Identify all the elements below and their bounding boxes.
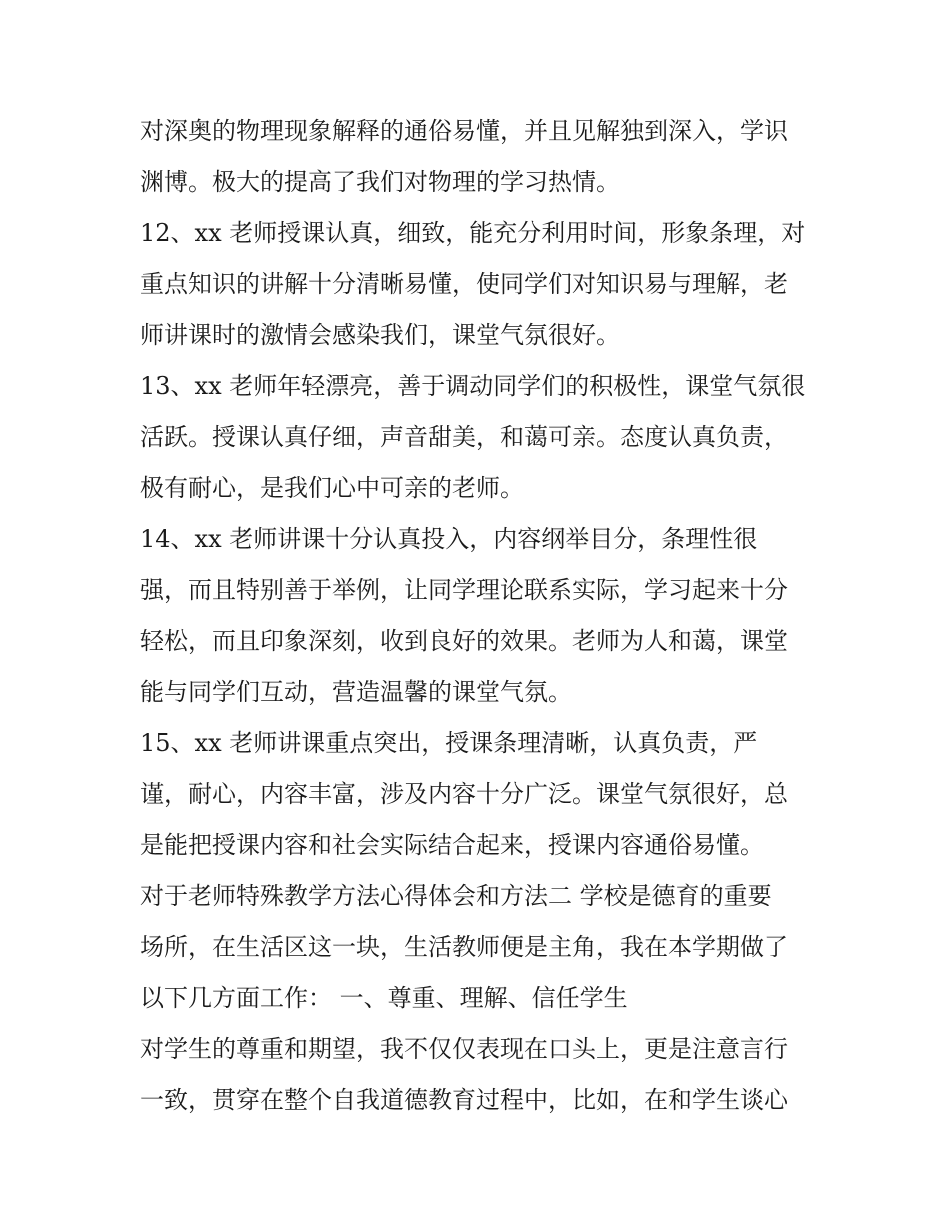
text-line: 14、xx 老师讲课十分认真投入，内容纲举目分，条理性很 [140, 525, 758, 553]
text-line: 对学生的尊重和期望，我不仅仅表现在口头上，更是注意言行 [140, 1035, 788, 1063]
text-line: 谨，耐心，内容丰富，涉及内容十分广泛。课堂气氛很好，总 [140, 780, 788, 808]
text-line: 场所，在生活区这一块，生活教师便是主角，我在本学期做了 [140, 933, 788, 961]
text-line: 强，而且特别善于举例，让同学理论联系实际，学习起来十分 [140, 576, 788, 604]
text-line: 对于老师特殊教学方法心得体会和方法二 学校是德育的重要 [140, 882, 772, 910]
text-line: 渊博。极大的提高了我们对物理的学习热情。 [140, 168, 620, 196]
text-line: 能与同学们互动，营造温馨的课堂气氛。 [140, 678, 572, 706]
text-line: 以下几方面工作： 一、尊重、理解、信任学生 [140, 984, 628, 1012]
text-line: 12、xx 老师授课认真，细致，能充分利用时间，形象条理，对 [140, 219, 806, 247]
text-line: 15、xx 老师讲课重点突出，授课条理清晰，认真负责，严 [140, 729, 758, 757]
text-line: 重点知识的讲解十分清晰易懂，使同学们对知识易与理解，老 [140, 270, 788, 298]
text-line: 对深奥的物理现象解释的通俗易懂，并且见解独到深入，学识 [140, 117, 788, 145]
body-text [140, 106, 820, 1126]
text-line: 13、xx 老师年轻漂亮，善于调动同学们的积极性，课堂气氛很 [140, 372, 806, 400]
text-line: 轻松，而且印象深刻，收到良好的效果。老师为人和蔼，课堂 [140, 627, 788, 655]
text-line: 一致，贯穿在整个自我道德教育过程中，比如，在和学生谈心 [140, 1086, 788, 1114]
text-line: 是能把授课内容和社会实际结合起来，授课内容通俗易懂。 [140, 831, 764, 859]
text-line: 师讲课时的激情会感染我们，课堂气氛很好。 [140, 321, 620, 349]
text-line: 活跃。授课认真仔细，声音甜美，和蔼可亲。态度认真负责， [140, 423, 788, 451]
text-line: 极有耐心，是我们心中可亲的老师。 [140, 474, 524, 502]
